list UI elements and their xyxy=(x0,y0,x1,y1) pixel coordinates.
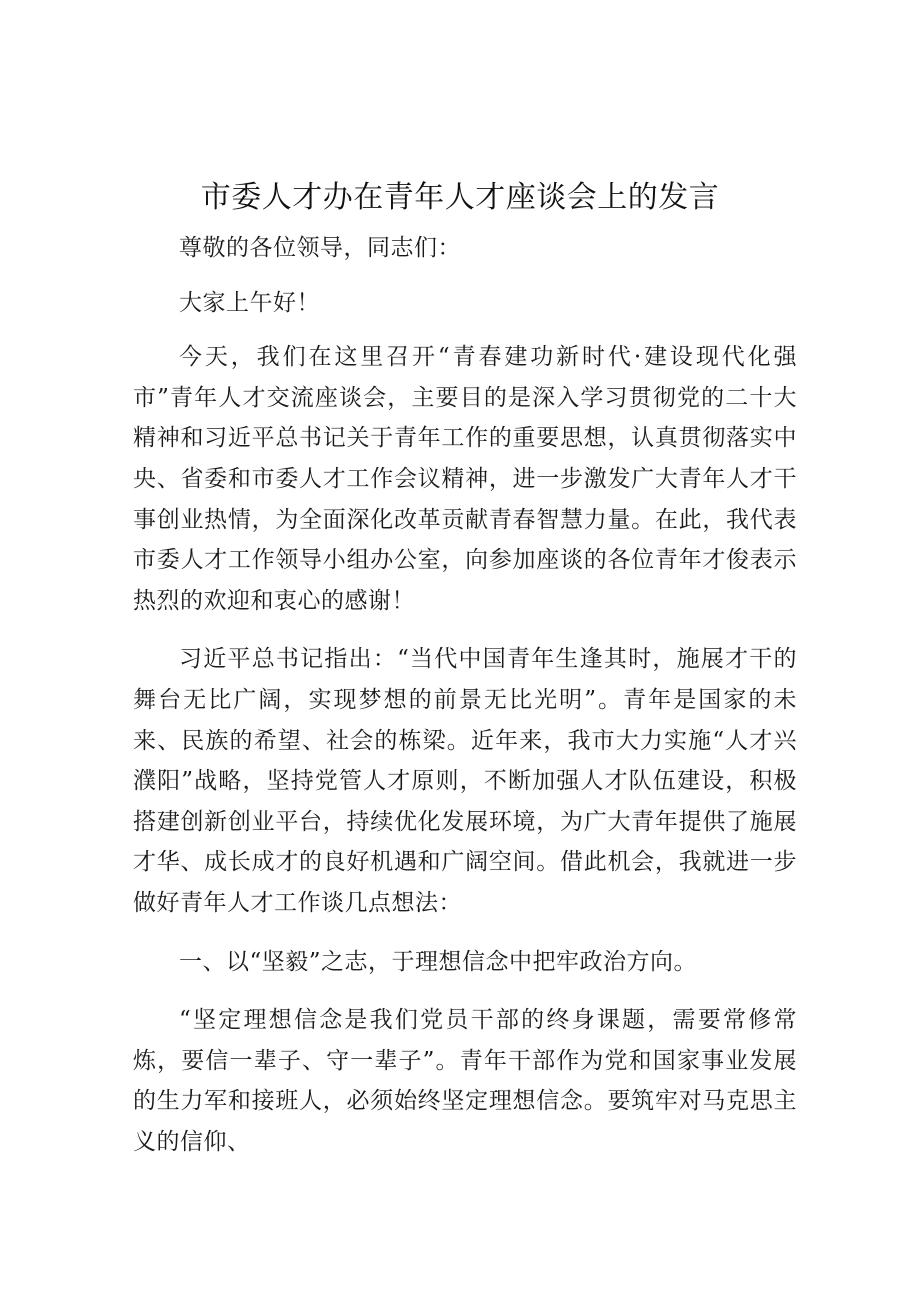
greeting: 大家上午好！ xyxy=(179,289,320,316)
document-title: 市委人才办在青年人才座谈会上的发言 xyxy=(200,180,720,215)
salutation: 尊敬的各位领导，同志们： xyxy=(179,235,461,261)
paragraph-opening: 今天，我们在这里召开“青春建功新时代·建设现代化强市”青年人才交流座谈会，主要目的是深入学习贯彻党的二十大精神和习近平总书记关于青年工作的重要思想，认真贯彻落实中央、省委和市委人才工作会议精神，进一步激发广大青年人才干事创业热情，为全面深化改革贡献青春智慧力量。在此，我代表市委人才工作领导小组办公室，向参加座谈的各位青年才俊表示热烈的欢迎和衷心的感谢！ xyxy=(133,344,797,614)
document-body xyxy=(133,228,797,1180)
section-heading-one: 一、以“坚毅”之志，于理想信念中把牢政治方向。 xyxy=(179,948,698,975)
paragraph-section-one: “坚定理想信念是我们党员干部的终身课题，需要常修常炼，要信一辈子、守一辈子”。青年干部作为党和国家事业发展的生力军和接班人，必须始终坚定理想信念。要筑牢对马克思主义的信仰、 xyxy=(133,1007,797,1155)
paragraph-background: 习近平总书记指出：“当代中国青年生逢其时，施展才干的舞台无比广阔，实现梦想的前景无比光明”。青年是国家的未来、民族的希望、社会的栋梁。近年来，我市大力实施“人才兴濮阳”战略，坚持党管人才原则，不断加强人才队伍建设，积极搭建创新创业平台，持续优化发展环境，为广大青年提供了施展才华、成长成才的良好机遇和广阔空间。借此机会，我就进一步做好青年人才工作谈几点想法： xyxy=(133,646,797,916)
